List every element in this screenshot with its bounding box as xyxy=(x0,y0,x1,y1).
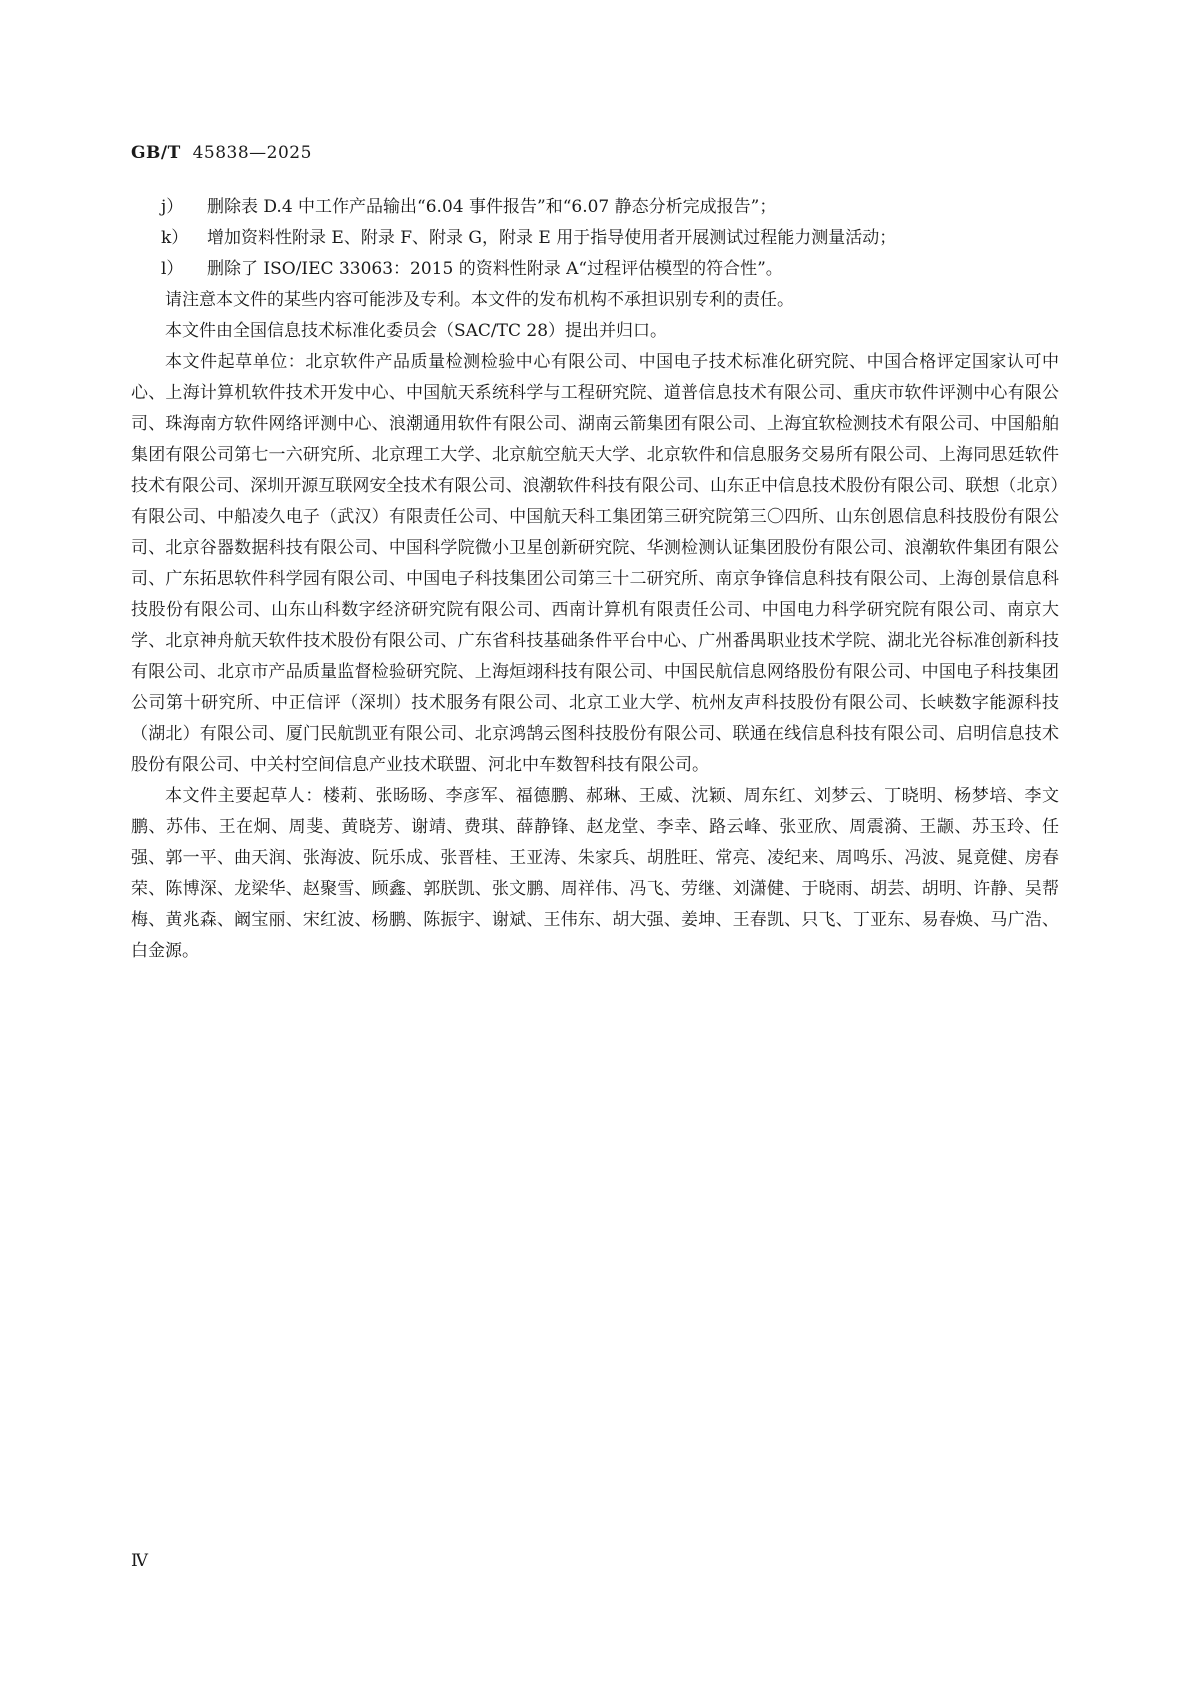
list-item xyxy=(161,192,1059,223)
drafters: 本文件主要起草人：楼莉、张旸旸、李彦军、福德鹏、郝琳、王威、沈颖、周东红、刘梦云、丁晓明、杨梦培、李文鹏、苏伟、王在炯、周斐、黄晓芳、谢靖、费琪、薛静锋、赵龙堂、李幸、路云峰、张亚欣、周震漪、王颛、苏玉玲、任强、郭一平、曲天润、张海波、阮乐成、张晋桂、王亚涛、朱家兵、胡胜旺、常亮、凌纪来、周鸣乐、冯波、晁竟健、房春荣、陈博深、龙梁华、赵聚雪、顾鑫、郭朕凯、张文鹏、周祥伟、冯飞、劳继、刘潇健、于晓雨、胡芸、胡明、许静、吴帮梅、黄兆森、阚宝丽、宋红波、杨鹏、陈振宇、谢斌、王伟东、胡大强、姜坤、王春凯、只飞、丁亚东、易春焕、马广浩、白金源。 xyxy=(131,786,1059,961)
list-item-text: 删除表 D.4 中工作产品输出“6.04 事件报告”和“6.07 静态分析完成报告”； xyxy=(207,197,777,217)
proposer-statement: 本文件由全国信息技术标准化委员会（SAC/TC 28）提出并归口。 xyxy=(165,321,668,341)
page-number: Ⅳ xyxy=(131,1551,148,1571)
list-item-text: 删除了 ISO/IEC 33063：2015 的资料性附录 A“过程评估模型的符合性”。 xyxy=(207,259,783,279)
document-header xyxy=(131,143,312,163)
list-item-label: l） xyxy=(161,259,184,279)
list-item xyxy=(161,223,1059,254)
list-item xyxy=(161,254,1059,285)
list-item-label: k） xyxy=(161,228,189,248)
drafting-units: 本文件起草单位：北京软件产品质量检测检验中心有限公司、中国电子技术标准化研究院、中国合格评定国家认可中心、上海计算机软件技术开发中心、中国航天系统科学与工程研究院、道普信息技术有限公司、重庆市软件评测中心有限公司、珠海南方软件网络评测中心、浪潮通用软件有限公司、湖南云箭集团有限公司、上海宜软检测技术有限公司、中国船舶集团有限公司第七一六研究所、北京理工大学、北京航空航天大学、北京软件和信息服务交易所有限公司、上海同思廷软件技术有限公司、深圳开源互联网安全技术有限公司、浪潮软件科技有限公司、山东正中信息技术股份有限公司、联想（北京）有限公司、中船凌久电子（武汉）有限责任公司、中国航天科工集团第三研究院第三〇四所、山东创恩信息科技股份有限公司、北京谷器数据科技有限公司、中国科学院微小卫星创新研究院、华测检测认证集团股份有限公司、浪潮软件集团有限公司、广东拓思软件科学园有限公司、中国电子科技集团公司第三十二研究所、南京争锋信息科技有限公司、上海创景信息科技股份有限公司、山东山科数字经济研究院有限公司、西南计算机有限责任公司、中国电力科学研究院有限公司、南京大学、北京神舟航天软件技术股份有限公司、广东省科技基础条件平台中心、广州番禺职业技术学院、湖北光谷标准创新科技有限公司、北京市产品质量监督检验研究院、上海烜翊科技有限公司、中国民航信息网络股份有限公司、中国电子科技集团公司第十研究所、中正信评（深圳）技术服务有限公司、北京工业大学、杭州友声科技股份有限公司、长峡数字能源科技（湖北）有限公司、厦门民航凯亚有限公司、北京鸿鹄云图科技股份有限公司、联通在线信息科技有限公司、启明信息技术股份有限公司、中关村空间信息产业技术联盟、河北中车数智科技有限公司。 xyxy=(131,352,1059,775)
document-body xyxy=(131,192,1059,967)
standard-code: GB/T xyxy=(131,143,181,163)
list-item-label: j） xyxy=(161,197,184,217)
standard-number: 45838—2025 xyxy=(192,143,312,163)
patent-statement: 请注意本文件的某些内容可能涉及专利。本文件的发布机构不承担识别专利的责任。 xyxy=(165,290,794,310)
list-item-text: 增加资料性附录 E、附录 F、附录 G，附录 E 用于指导使用者开展测试过程能力测量活动； xyxy=(207,228,897,248)
